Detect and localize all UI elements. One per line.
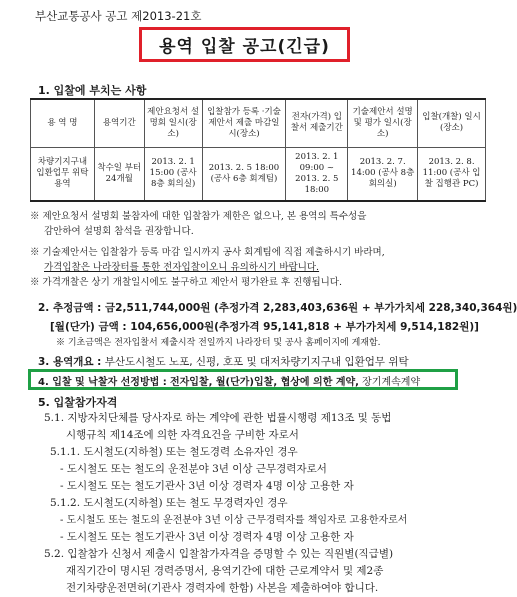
unit-amount-label: [월(단가) 금액 : 104,656,000원 [50,321,215,333]
table-header-row [31,99,486,147]
qualification-list [44,410,407,597]
note-line: ※ 가격개찰은 상기 개찰일시에도 불구하고 제안서 평가완료 후 진행됩니다. [30,277,342,288]
selection-method-label: 4. 입찰 및 낙찰자 선정방법 : [38,377,167,388]
notice-title-box [139,27,350,62]
bid-schedule-table [30,98,486,202]
list-item: - 도시철도 또는 철도기관사 3년 이상 경력자 4명 이상 고용한 자 [60,480,354,492]
list-item: 5.1.2. 도시철도(지하철) 또는 철도 무경력자인 경우 [50,497,288,509]
notice-number: 부산교통공사 공고 제2013-21호 [35,9,202,23]
section1-heading: 1. 입찰에 부치는 사항 [38,84,147,97]
list-item: 전기차량운전면허(기관사 경력자에 한함) 사본을 제출하여야 합니다. [66,582,379,594]
service-overview-label: 3. 용역개요 : [38,356,102,368]
list-item: - 도시철도 또는 철도의 운전분야 3년 이상 근무경력자를 책임자로 고용한자로서 [60,515,408,526]
table-header-cell: 입찰참가 등록 ·기술제안서 제출 마감일시(장소) [202,99,286,147]
section1-notes [30,209,385,290]
list-item: - 도시철도 또는 철도의 운전분야 3년 이상 근무경력자로서 [60,463,327,475]
section5-heading: 5. 입찰참가자격 [38,396,118,409]
note-line: ※ 제안요청서 설명회 불참자에 대한 입찰참가 제한은 없으나, 본 용역의 특수성을 [30,211,367,222]
table-header-cell: 전자(가격) 입찰서 제출기간 [286,99,348,147]
list-item: 5.2. 입찰참가 신청서 제출시 입찰참가자격을 증명할 수 있는 직원별(직급별) [44,548,394,560]
note-line: 가격입찰은 나라장터를 통한 전자입찰이오니 유의하시기 바랍니다. [44,262,320,273]
estimated-amount [38,300,517,315]
registration-cell: 2013. 2. 5 18:00 (공사 6층 회계팀) [202,147,286,201]
list-item: 5.1.1. 도시철도(지하철) 또는 철도경력 소유자인 경우 [50,446,298,458]
table-header-cell: 제안요청서 설명회 일시(장소) [144,99,202,147]
table-header-cell: 입찰(개찰) 일시(장소) [418,99,486,147]
opening-cell: 2013. 2. 8. 11:00 (공사 입찰 집행관 PC) [418,147,486,201]
table-header-cell: 용 역 명 [31,99,95,147]
table-row [31,147,486,201]
list-item: 5.1. 지방자치단체를 당사자로 하는 계약에 관한 법률시행령 제13조 및 동법 [44,412,392,424]
list-item: 재직기간이 명시된 경력증명서, 용역기간에 대한 근로계약서 및 제2종 [66,565,384,577]
note-line: ※ 기술제안서는 입찰참가 등록 마감 일시까지 공사 회계팀에 직접 제출하시기 바라며, [30,247,385,258]
selection-method-text-extra: 장기계속계약 [362,377,421,388]
unit-amount-detail: (추정가격 95,141,818 + 부가가치세 9,514,182원)] [214,321,479,333]
note-line: 감안하여 설명회 참석을 권장합니다. [44,226,194,237]
notice-title: 용역 입찰 공고(긴급) [159,37,330,57]
service-overview-text: 부산도시철도 노포, 신평, 호포 및 대저차량기지구내 입환업무 위탁 [104,356,409,368]
service-overview [38,354,409,369]
estimated-amount-detail: (추정가격 2,283,403,636원 + 부가가치세 228,340,364원) [210,302,517,314]
briefing-cell: 2013. 2. 1 15:00 (공사 8층 회의실) [144,147,202,201]
evaluation-cell: 2013. 2. 7. 14:00 (공사 8층 회의실) [348,147,418,201]
selection-method [38,373,420,388]
list-item: 시행규칙 제14조에 의한 자격요건을 구비한 자로서 [66,429,299,441]
estimated-amount-label: 2. 추정금액 : 금2,511,744,000원 [38,302,211,314]
table-header-cell: 기술제안서 설명 및 평가 일시(장소) [348,99,418,147]
selection-method-text: 전자입찰, 월(단가)입찰, 협상에 의한 계약, [169,377,359,388]
base-amount-note: ※ 기초금액은 전자입찰서 제출시작 전일까지 나라장터 및 공사 홈페이지에 게재함. [56,338,381,348]
list-item: - 도시철도 또는 철도기관사 3년 이상 경력자 4명 이상 고용한 자 [60,531,354,543]
ebid-period-cell: 2013. 2. 1 09:00 ~ 2013. 2. 5 18:00 [286,147,348,201]
table-header-cell: 용역기간 [94,99,144,147]
unit-amount [50,319,479,334]
service-period-cell: 착수일 부터 24개월 [94,147,144,201]
service-name-cell: 차량기지구내 입환업무 위탁용역 [31,147,95,201]
